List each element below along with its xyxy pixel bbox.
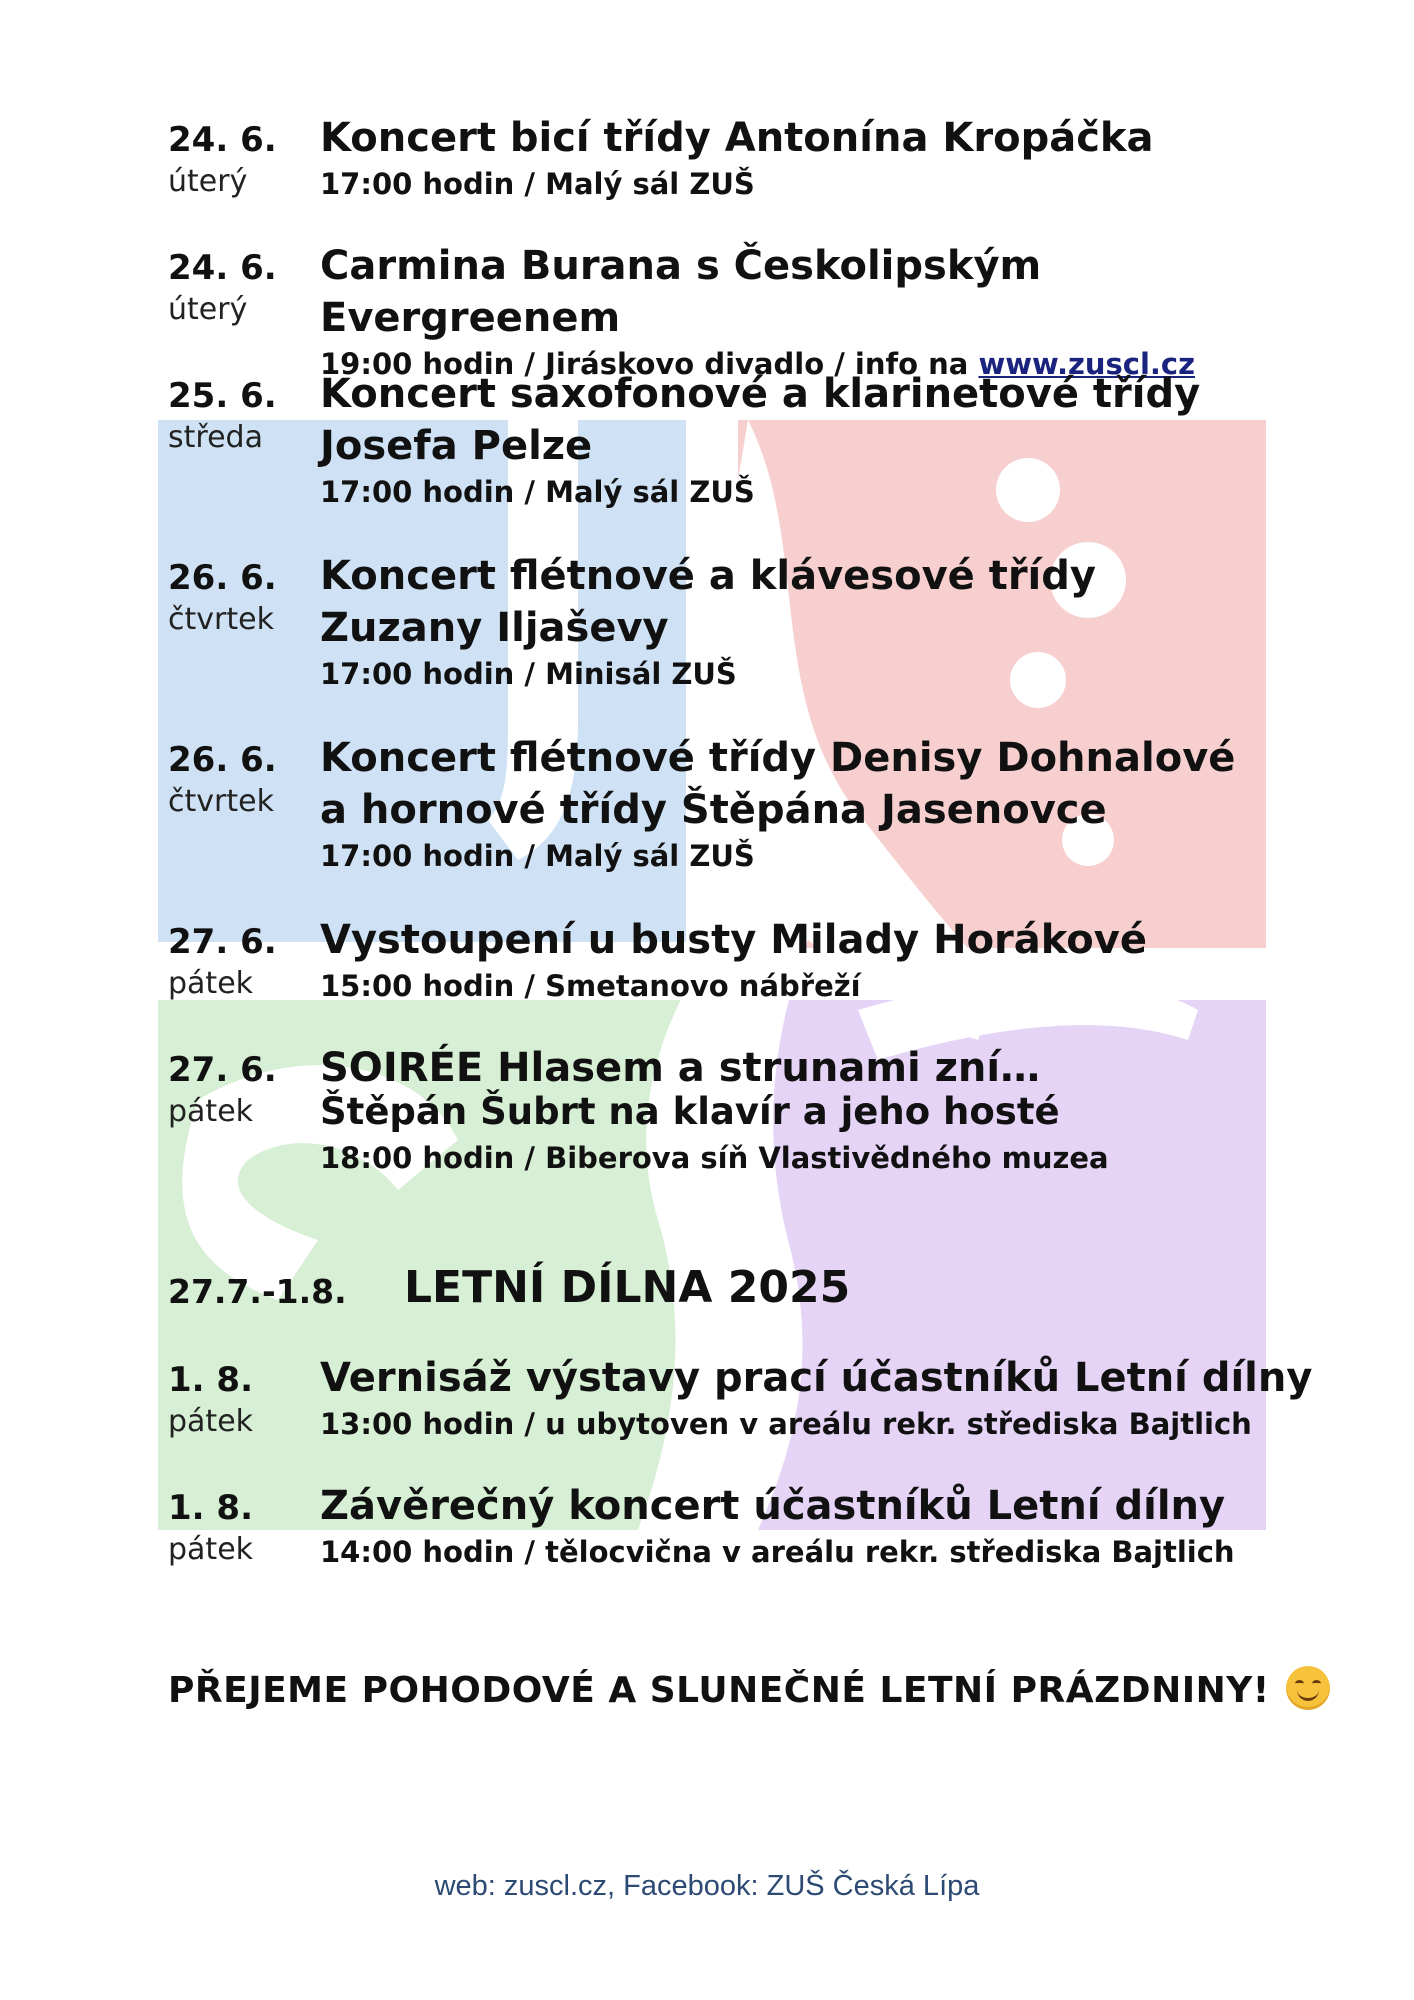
workshop-dates: 27.7.-1.8. [168, 1272, 347, 1311]
website-link[interactable]: www.zuscl.cz [978, 347, 1195, 381]
event-info [320, 243, 1320, 384]
event-date: 1. 8. [168, 1360, 253, 1400]
event-date: 24. 6. [168, 120, 277, 160]
event-day: čtvrtek [168, 602, 274, 637]
event-title: Carmina Burana s Českolipským Evergreenem [320, 243, 1042, 341]
event-title-line-2: a hornové třídy Štěpána Jasenovce [320, 787, 1107, 833]
event-date: 24. 6. [168, 248, 277, 288]
event-day: pátek [168, 1094, 254, 1129]
event-title: Vernisáž výstavy prací účastníků Letní dílny [320, 1355, 1313, 1401]
event-info [320, 1483, 1320, 1572]
event-info [320, 735, 1320, 876]
event-title: Koncert bicí třídy Antonína Kropáčka [320, 115, 1154, 161]
event-day: čtvrtek [168, 784, 274, 819]
event-detail-text: 19:00 hodin / Jiráskovo divadlo / info na [320, 347, 979, 381]
event-date: 26. 6. [168, 558, 277, 598]
event-day: pátek [168, 1532, 254, 1567]
summer-wish [168, 1670, 1330, 1714]
event-title: Závěrečný koncert účastníků Letní dílny [320, 1483, 1226, 1529]
event-info [320, 1355, 1320, 1444]
event-date: 27. 6. [168, 922, 277, 962]
event-detail: 18:00 hodin / Biberova síň Vlastivědného muzea [320, 1141, 1109, 1175]
event-detail: 17:00 hodin / Malý sál ZUŠ [320, 475, 755, 509]
event-title: Koncert flétnové a klávesové třídy [320, 553, 1096, 599]
event-info [320, 371, 1320, 512]
event-date: 1. 8. [168, 1488, 253, 1528]
event-info [320, 115, 1320, 204]
footer-contact: web: zuscl.cz, Facebook: ZUŠ Česká Lípa [434, 1870, 980, 1902]
event-title: Koncert flétnové třídy Denisy Dohnalové [320, 735, 1236, 781]
event-detail: 17:00 hodin / Malý sál ZUŠ [320, 167, 755, 201]
event-title-line-2: Zuzany Iljaševy [320, 605, 669, 651]
workshop-heading [168, 1262, 1268, 1322]
event-date: 27. 6. [168, 1050, 277, 1090]
event-info [320, 553, 1320, 694]
event-date: 26. 6. [168, 740, 277, 780]
event-day: úterý [168, 292, 248, 327]
event-title-line-2: Josefa Pelze [320, 423, 593, 469]
event-day: pátek [168, 1404, 254, 1439]
event-day: úterý [168, 164, 248, 199]
event-detail: 15:00 hodin / Smetanovo nábřeží [320, 969, 861, 1003]
event-day: středa [168, 420, 263, 455]
event-detail: 14:00 hodin / tělocvična v areálu rekr. střediska Bajtlich [320, 1535, 1235, 1569]
event-title: Koncert saxofonové a klarinetové třídy [320, 371, 1201, 417]
workshop-title: LETNÍ DÍLNA 2025 [404, 1262, 851, 1313]
event-title-line-2: Štěpán Šubrt na klavír a jeho hosté [320, 1090, 1060, 1133]
event-info [320, 917, 1320, 1006]
smiley-icon [1286, 1666, 1330, 1710]
event-day: pátek [168, 966, 254, 1001]
event-info [320, 1045, 1320, 1178]
event-title: Vystoupení u busty Milady Horákové [320, 917, 1147, 963]
event-detail: 17:00 hodin / Malý sál ZUŠ [320, 839, 755, 873]
event-date: 25. 6. [168, 376, 277, 416]
summer-wish-text: PŘEJEME POHODOVÉ A SLUNEČNÉ LETNÍ PRÁZDNINY! [168, 1670, 1270, 1711]
event-title: SOIRÉE Hlasem a strunami zní… [320, 1045, 1041, 1091]
event-detail: 17:00 hodin / Minisál ZUŠ [320, 657, 737, 691]
event-detail: 13:00 hodin / u ubytoven v areálu rekr. střediska Bajtlich [320, 1407, 1252, 1441]
